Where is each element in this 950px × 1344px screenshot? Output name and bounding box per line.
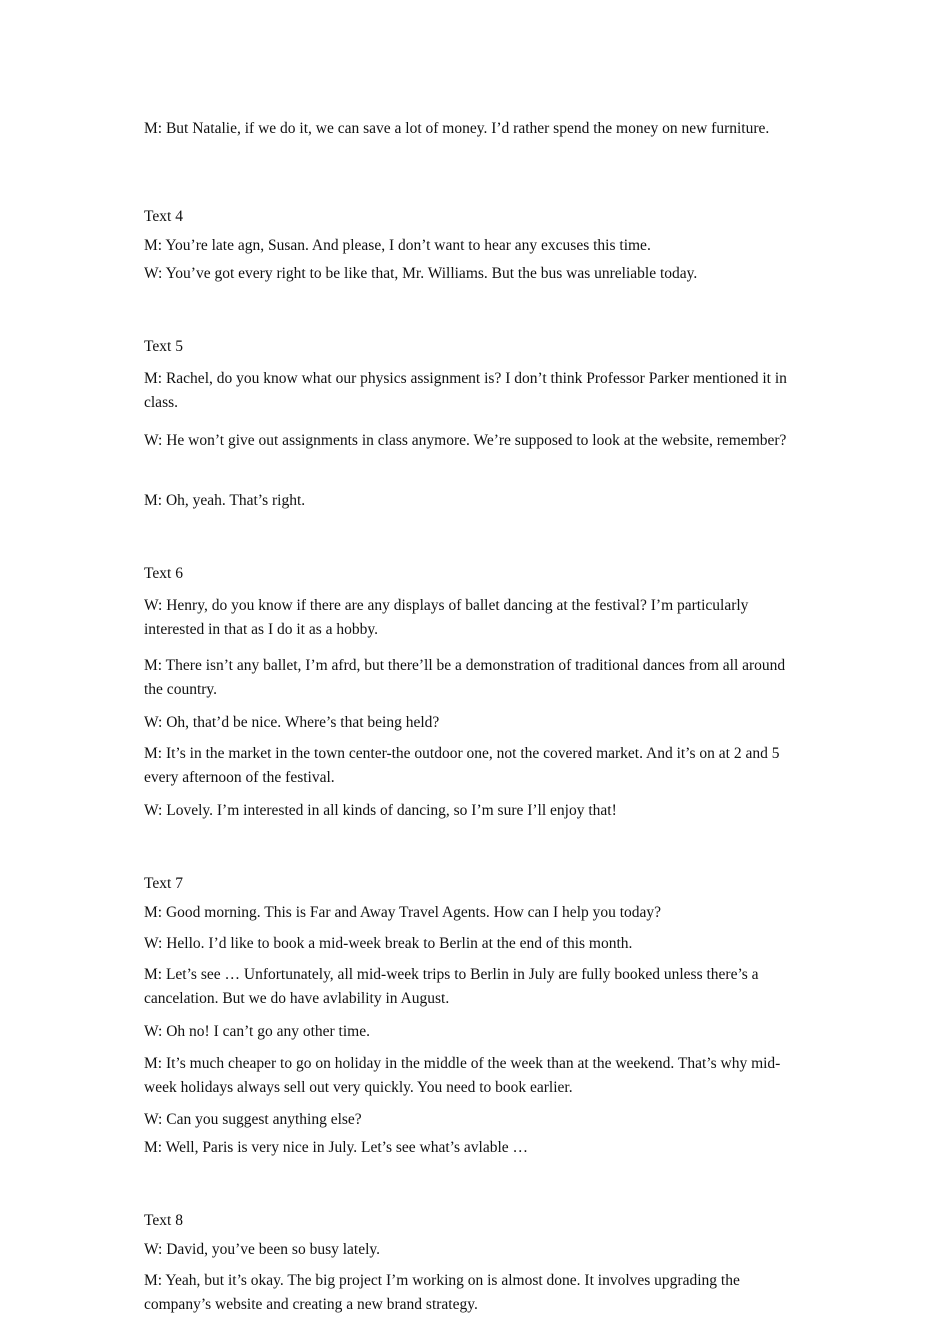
dialogue-line: W: Oh, that’d be nice. Where’s that being held? (144, 714, 440, 731)
section-heading-text-4: Text 4 (144, 208, 183, 225)
section-heading-text-5: Text 5 (144, 338, 183, 355)
dialogue-line: M: Let’s see … Unfortunately, all mid-week trips to Berlin in July are fully booked unless there’s a cancelation. But we do have avlability in August. (144, 966, 759, 1007)
dialogue-line: M: Well, Paris is very nice in July. Let’s see what’s avlable … (144, 1139, 529, 1156)
dialogue-line: M: Rachel, do you know what our physics assignment is? I don’t think Professor Parker mentioned it in class. (144, 370, 787, 411)
dialogue-line: M: Yeah, but it’s okay. The big project I’m working on is almost done. It involves upgrading the company’s website and creating a new brand strategy. (144, 1272, 740, 1313)
dialogue-line: W: Can you suggest anything else? (144, 1111, 362, 1128)
dialogue-line: W: He won’t give out assignments in class anymore. We’re supposed to look at the website, remember? (144, 432, 787, 449)
dialogue-line: M: It’s much cheaper to go on holiday in the middle of the week than at the weekend. That’s why mid-week holidays always sell out very quickly. You need to book earlier. (144, 1055, 781, 1096)
dialogue-line: M: But Natalie, if we do it, we can save a lot of money. I’d rather spend the money on new furniture. (144, 120, 770, 137)
dialogue-line: W: Oh no! I can’t go any other time. (144, 1023, 370, 1040)
dialogue-line: M: Good morning. This is Far and Away Travel Agents. How can I help you today? (144, 904, 662, 921)
dialogue-line: M: You’re late agn, Susan. And please, I don’t want to hear any excuses this time. (144, 237, 651, 254)
dialogue-line: W: David, you’ve been so busy lately. (144, 1241, 381, 1258)
dialogue-line: W: You’ve got every right to be like that, Mr. Williams. But the bus was unreliable today. (144, 265, 698, 282)
dialogue-line: W: Henry, do you know if there are any displays of ballet dancing at the festival? I’m particularly interested in that as I do it as a hobby. (144, 597, 749, 638)
section-heading-text-8: Text 8 (144, 1212, 183, 1229)
dialogue-line: W: Lovely. I’m interested in all kinds of dancing, so I’m sure I’ll enjoy that! (144, 802, 617, 819)
dialogue-line: W: Hello. I’d like to book a mid-week break to Berlin at the end of this month. (144, 935, 633, 952)
dialogue-line: M: It’s in the market in the town center-the outdoor one, not the covered market. And it’s on at 2 and 5 every afternoon of the festival. (144, 745, 780, 786)
dialogue-line: M: Oh, yeah. That’s right. (144, 492, 306, 509)
dialogue-line: M: There isn’t any ballet, I’m afrd, but there’ll be a demonstration of traditional dances from all around the country. (144, 657, 786, 698)
section-heading-text-7: Text 7 (144, 875, 183, 892)
section-heading-text-6: Text 6 (144, 565, 183, 582)
